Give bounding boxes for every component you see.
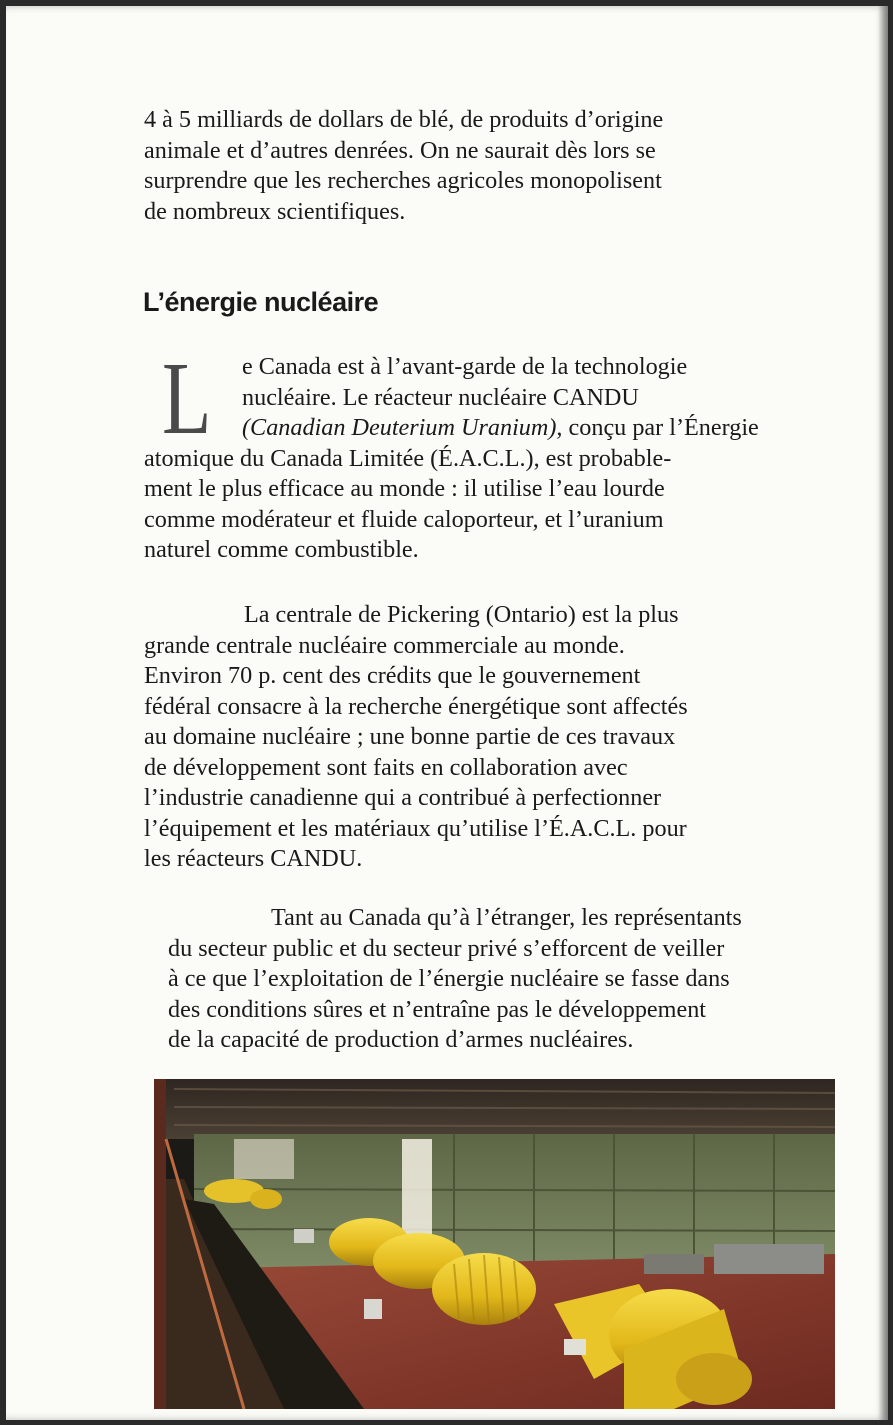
text-line: au domaine nucléaire ; une bonne partie de ces travaux [144,723,676,750]
text-line: animale et d’autres denrées. On ne saurait dès lors se [144,136,656,164]
text-line: l’industrie canadienne qui a contribué à perfectionner [144,784,662,811]
paragraph-pickering [144,600,688,875]
text-line: 4 à 5 milliards de dollars de blé, de produits d’origine [144,106,664,133]
text-line: e Canada est à l’avant-garde de la technologie [242,353,688,380]
text-line: naturel comme combustible. [144,536,419,563]
section-heading: L’énergie nucléaire [143,287,379,317]
text-line: Tant au Canada qu’à l’étranger, les représentants [271,904,742,931]
text-line: de nombreux scientifiques. [144,197,406,225]
text-line: des conditions sûres et n’entraîne pas le développement [168,995,707,1023]
text-line: nucléaire. Le réacteur nucléaire CANDU [242,383,639,411]
text-line: l’équipement et les matériaux qu’utilise l’É.A.C.L. pour [144,814,687,842]
drop-cap: L [162,341,212,456]
text-line: à ce que l’exploitation de l’énergie nucléaire se fasse dans [168,965,730,992]
text-line: atomique du Canada Limitée (É.A.C.L.), est probable- [144,444,672,472]
page-edge-shadow [878,6,888,1420]
text-line: grande centrale nucléaire commerciale au monde. [144,631,625,659]
text-line: de développement sont faits en collaboration avec [144,753,628,781]
paragraph-candu [144,341,759,566]
text-fragment: conçu par l’Énergie [562,414,759,441]
text-line [144,413,759,444]
intro-paragraph [144,105,663,227]
turbine-hall-photo [154,1079,835,1409]
text-line: comme modérateur et fluide caloporteur, et l’uranium [144,505,664,533]
text-line: surprendre que les recherches agricoles monopolisent [144,167,662,194]
italic-phrase: (Canadian Deuterium Uranium), [242,414,563,441]
paragraph-safety [168,903,742,1056]
text-line: ment le plus efficace au monde : il utilise l’eau lourde [144,475,665,502]
book-page [6,6,888,1420]
photo-illustration [154,1079,835,1409]
text-line: de la capacité de production d’armes nucléaires. [168,1026,634,1053]
text-line: Environ 70 p. cent des crédits que le gouvernement [144,662,641,689]
text-line: fédéral consacre à la recherche énergétique sont affectés [144,692,688,720]
text-line: du secteur public et du secteur privé s’efforcent de veiller [168,934,725,962]
text-line: les réacteurs CANDU. [144,845,363,872]
text-line: La centrale de Pickering (Ontario) est la plus [244,601,679,628]
